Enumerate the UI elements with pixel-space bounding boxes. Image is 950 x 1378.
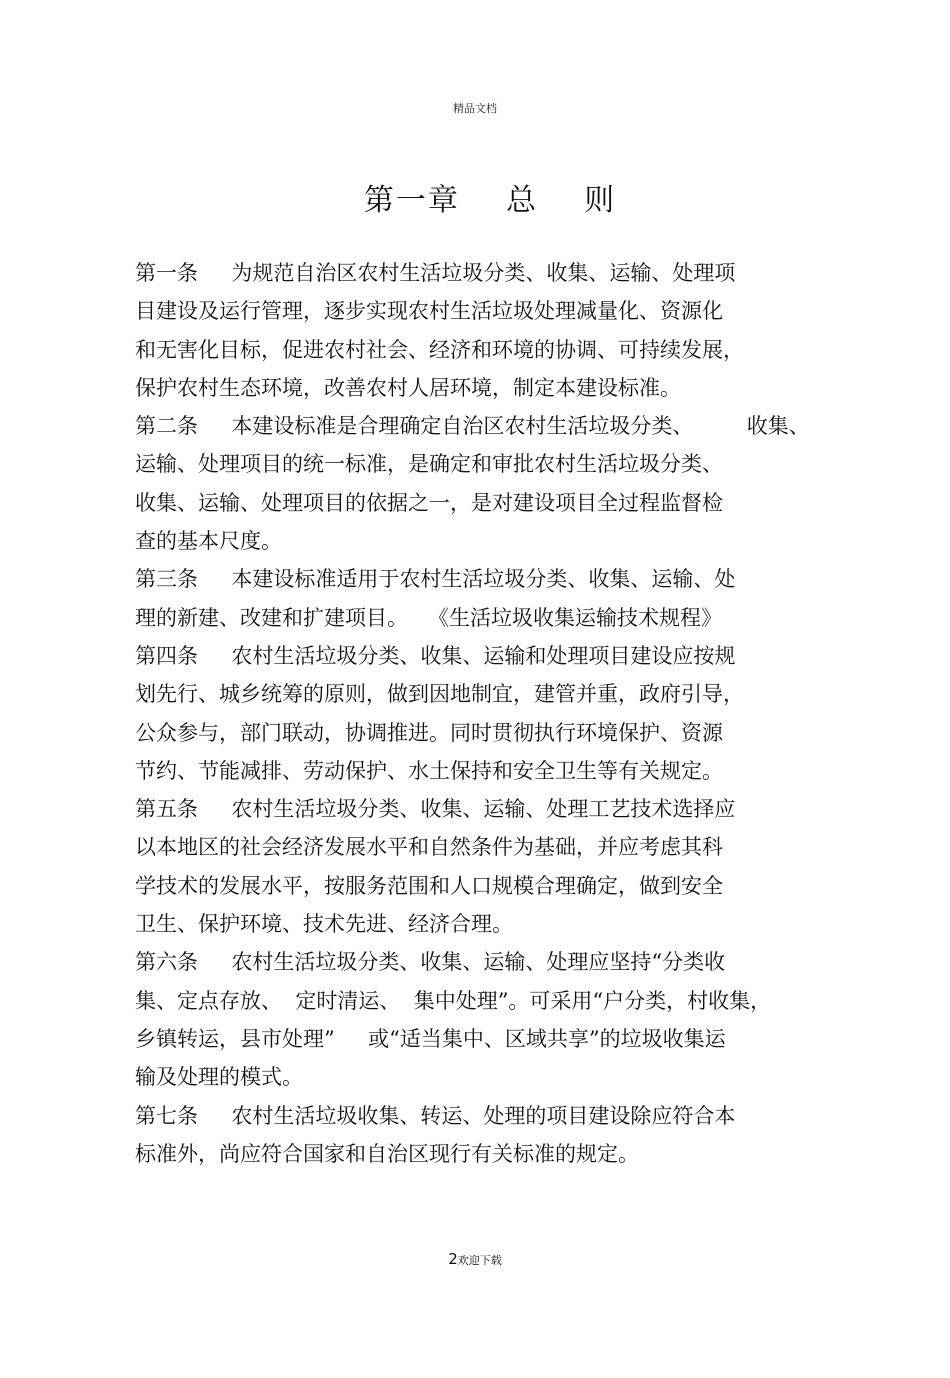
body-line: 目建设及运行管理，逐步实现农村生活垃圾处理减量化、资源化 [135, 299, 723, 324]
body-line: 输及处理的模式。 [135, 1065, 303, 1090]
article-body [135, 258, 865, 1177]
body-line: 以本地区的社会经济发展水平和自然条件为基础，并应考虑其科 [135, 835, 723, 860]
body-line: 第七条 农村生活垃圾收集、转运、处理的项目建设除应符合本 [135, 1103, 736, 1128]
body-line: 划先行、城乡统筹的原则，做到因地制宜，建管并重，政府引导， [135, 682, 744, 707]
body-line: 和无害化目标，促进农村社会、经济和环境的协调、可持续发展， [135, 337, 744, 362]
body-line: 第二条 本建设标准是合理确定自治区农村生活垃圾分类、 收集、 [135, 414, 810, 439]
body-line: 第四条 农村生活垃圾分类、收集、运输和处理项目建设应按规 [135, 643, 736, 668]
body-line: 保护农村生态环境，改善农村人居环境，制定本建设标准。 [135, 375, 681, 400]
body-line: 乡镇转运，县市处理” 或“适当集中、区域共享”的垃圾收集运 [135, 1026, 726, 1051]
body-line: 理的新建、改建和扩建项目。 《生活垃圾收集运输技术规程》 [135, 605, 723, 630]
body-line: 公众参与，部门联动，协调推进。同时贯彻执行环境保护、资源 [135, 720, 723, 745]
chapter-title: 第一章 总 则 [363, 183, 617, 218]
body-line: 第五条 农村生活垃圾分类、收集、运输、处理工艺技术选择应 [135, 797, 736, 822]
footer-text: 欢迎下载 [457, 1254, 502, 1267]
body-line: 卫生、保护环境、技术先进、经济合理。 [135, 912, 513, 937]
body-line: 节约、节能减排、劳动保护、水土保持和安全卫生等有关规定。 [135, 758, 723, 783]
page-footer [0, 1249, 950, 1268]
body-line: 第三条 本建设标准适用于农村生活垃圾分类、收集、运输、处 [135, 567, 736, 592]
body-line: 标准外，尚应符合国家和自治区现行有关标准的规定。 [135, 1141, 639, 1166]
body-line: 学技术的发展水平，按服务范围和人口规模合理确定，做到安全 [135, 873, 723, 898]
page-header-text: 精品文档 [453, 102, 497, 115]
body-line: 第一条 为规范自治区农村生活垃圾分类、收集、运输、处理项 [135, 261, 736, 285]
body-line: 第六条 农村生活垃圾分类、收集、运输、处理应坚持“分类收 [135, 950, 726, 975]
body-line: 收集、运输、处理项目的依据之一，是对建设项目全过程监督检 [135, 490, 723, 515]
body-line: 集、定点存放、 定时清运、 集中处理”。可采用“户分类，村收集， [135, 988, 772, 1013]
page-number: 2 [448, 1250, 458, 1268]
body-line: 查的基本尺度。 [135, 529, 282, 554]
body-line: 运输、处理项目的统一标准，是确定和审批农村生活垃圾分类、 [135, 452, 723, 477]
